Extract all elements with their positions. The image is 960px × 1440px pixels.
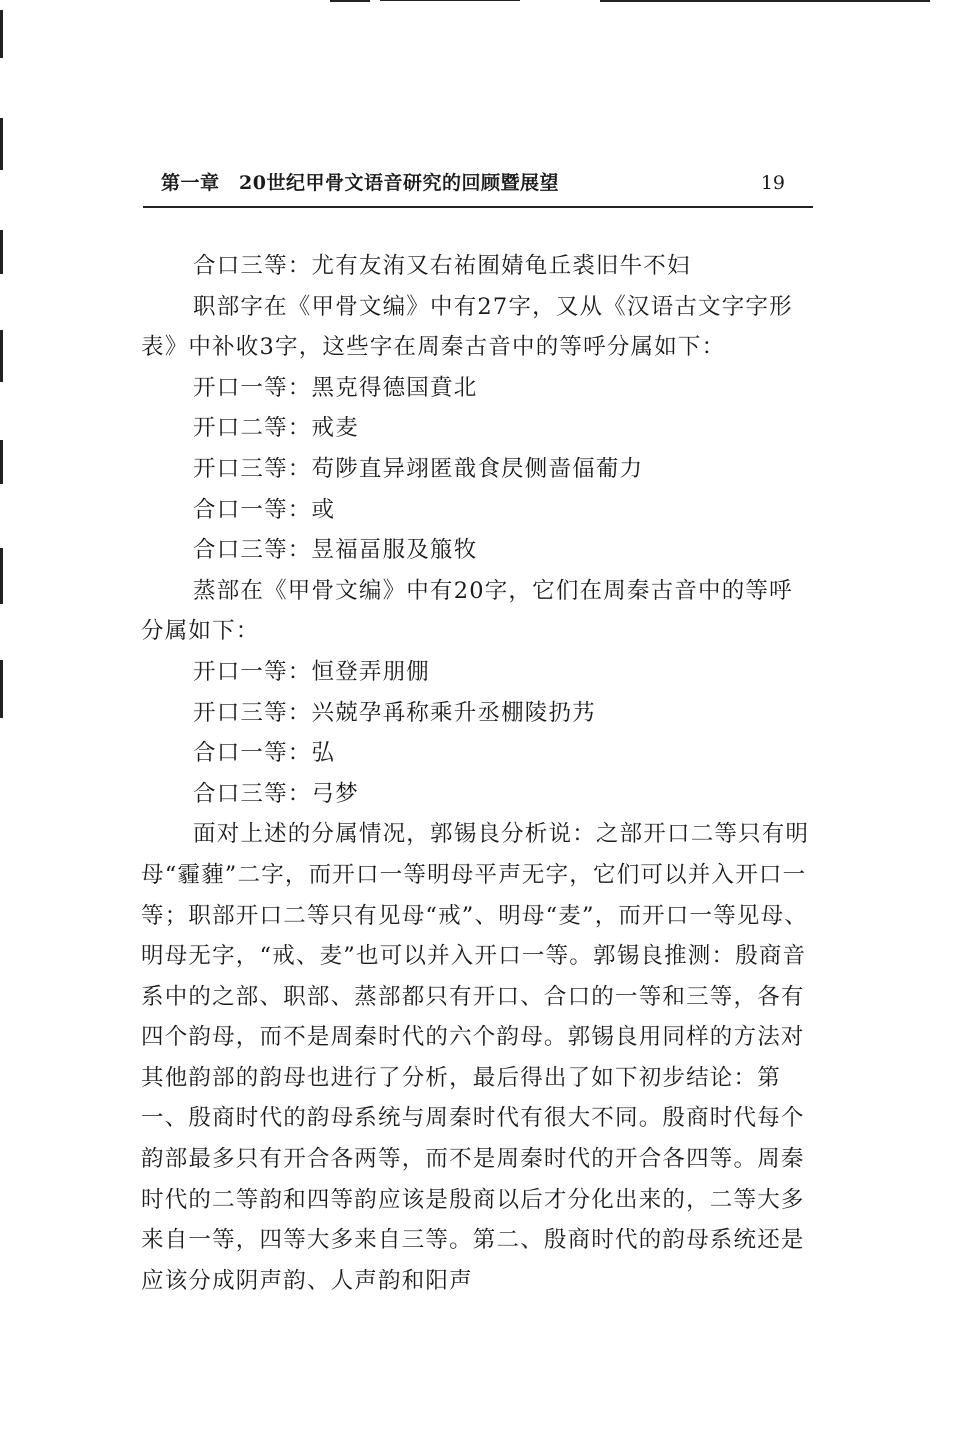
scan-edge-mark <box>0 10 3 58</box>
list-line: 合口三等：昱福畐服及箙牧 <box>193 537 478 564</box>
running-header <box>143 168 813 204</box>
paragraph: 面对上述的分属情况，郭锡良分析说：之部开口二等只有明母“霾薶”二字，而开口一等明母平声无字，它们可以并入开口一等；职部开口二等只有见母“戒”、明母“麦”，而开口一等见母、明母无字，“戒、麦”也可以并入开口一等。郭锡良推测：殷商音系中的之部、职部、蒸部都只有开口、合口的一等和三等，各有四个韵母，而不是周秦时代的六个韵母。郭锡良用同样的方法对其他韵部的韵母也进行了分析，最后得出了如下初步结论：第一、殷商时代的韵母系统与周秦时代有很大不同。殷商时代每个韵部最多只有开合各两等，而不是周秦时代的开合各四等。周秦时代的二等韵和四等韵应该是殷商以后才分化出来的，二等大多来自一等，四等大多来自三等。第二、殷商时代的韵母系统还是应该分成阴声韵、人声韵和阳声 <box>141 821 810 1294</box>
page-number: 19 <box>760 172 785 194</box>
scan-edge-mark <box>0 118 3 170</box>
paragraph: 蒸部在《甲骨文编》中有20字，它们在周秦古音中的等呼分属如下： <box>141 577 793 645</box>
scan-edge-mark <box>0 330 3 382</box>
scan-edge-mark <box>0 548 3 604</box>
scan-top-mark <box>600 0 930 2</box>
scan-edge-mark <box>0 440 3 484</box>
list-line: 开口三等：兴兢孕爯称乘升丞棚陵扔艿 <box>193 699 596 726</box>
list-line: 开口一等：黑克得德国賁北 <box>193 374 478 401</box>
header-rule <box>143 206 813 208</box>
scan-edge-mark <box>0 230 3 274</box>
list-line: 合口三等：弓梦 <box>193 780 359 807</box>
paragraph: 职部字在《甲骨文编》中有27字，又从《汉语古文字字形表》中补收3字，这些字在周秦古音中的等呼分属如下： <box>141 293 793 361</box>
list-line: 合口一等：弘 <box>193 740 336 767</box>
list-line: 开口二等：戒麦 <box>193 415 359 442</box>
body-text <box>141 246 811 1301</box>
scan-edge-mark <box>0 660 3 718</box>
list-line: 合口一等：或 <box>193 496 336 523</box>
chapter-title: 第一章 20世纪甲骨文语音研究的回顾暨展望 <box>161 172 559 194</box>
list-line: 合口三等：尤有友洧又右祐囿婧龟丘裘旧牛不妇 <box>193 253 691 279</box>
list-line: 开口三等：苟陟直异翊匿戠食昃侧啬偪葡力 <box>193 455 644 482</box>
scan-top-mark <box>380 0 520 1</box>
scan-top-mark <box>330 0 370 2</box>
list-line: 开口一等：恒登弄朋倗 <box>193 658 431 685</box>
